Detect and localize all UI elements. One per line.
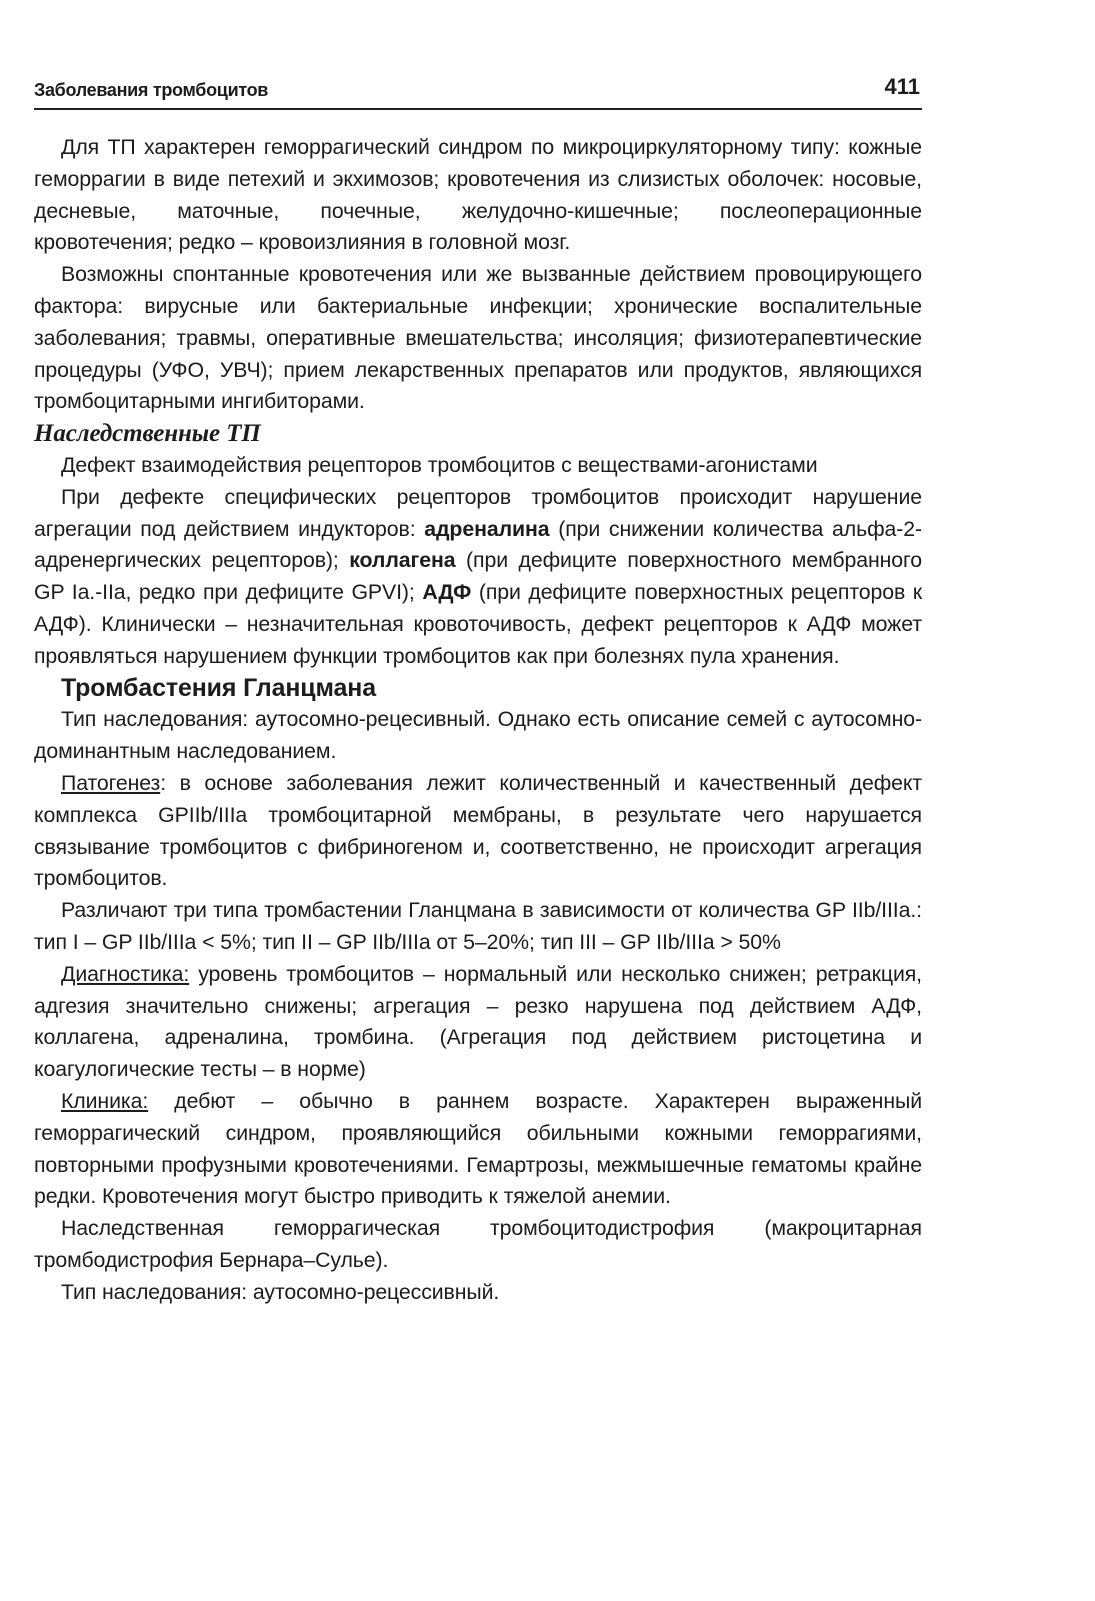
paragraph-clinical-picture: Для ТП характерен геморрагический синдром по микроциркуляторному типу: кожные геморрагии в виде петехий и экхимозов; кровотечения из слизистых оболочек: носовые, десневые, маточные, почечные, желудочно-кишечные; послеоперационные кровотечения; редко – кровоизлияния в головной мозг. [34, 135, 922, 255]
paragraph-receptor-defect-title: Дефект взаимодействия рецепторов тромбоцитов с веществами-агонистами [61, 452, 818, 477]
text-run: уровень тромбоцитов – нормальный или несколько снижен; ретракция, адгезия значительно снижены; агрегация – резко нарушена под действием АДФ, коллагена, адреналина, тромбина. (Агрегация под действием ристоцетина и коагулогические тесты – в норме) [34, 961, 922, 1082]
text-run: (при дефиците поверхностных рецепторов к АДФ). Клинически – незначительная кровоточивость, дефект рецепторов к АДФ может проявляться нарушением функции тромбоцитов как при болезнях пула хранения. [34, 580, 922, 668]
body-text [34, 132, 922, 1308]
label-pathogenesis: Патогенез [61, 770, 161, 795]
paragraph-bernard-soulier: Наследственная геморрагическая тромбоцитодистрофия (макроцитарная тромбодистрофия Бернара–Сулье). [34, 1216, 922, 1272]
paragraph-inheritance: Тип наследования: аутосомно-рецесивный. Однако есть описание семей с аутосомно-доминантным наследованием. [34, 707, 922, 764]
label-clinic: Клиника: [61, 1088, 149, 1113]
paragraph-diagnostics [34, 959, 922, 1086]
term-adrenaline: адреналина [424, 516, 550, 541]
page-number: 411 [884, 74, 920, 99]
text-run: (при дефиците поверхностного мембранного GP Ia.-IIa, редко при дефиците GPVI); [34, 548, 922, 605]
paragraph-bleeding-triggers: Возможны спонтанные кровотечения или же вызванные действием провоцирующего фактора: вирусные или бактериальные инфекции; хронические воспалительные заболевания; травмы, оперативные вмешательства; инсоляция; физиотерапевтические процедуры (УФО, УВЧ); прием лекарственных препаратов или продуктов, являющихся тромбоцитарными ингибиторами. [34, 262, 922, 414]
section-heading-hereditary: Наследственные ТП [34, 420, 261, 448]
paragraph-pathogenesis [34, 768, 922, 895]
running-header [34, 72, 922, 110]
term-collagen: коллагена [349, 548, 456, 573]
subheading-glanzmann: Тромбастения Гланцмана [61, 673, 376, 702]
text-run: (при снижении количества альфа-2-адренергических рецепторов); [34, 516, 922, 573]
text-run: : в основе заболевания лежит количественный и качественный дефект комплекса GPIIb/IIIa тромбоцитарной мембраны, в результате чего нарушается связывание тромбоцитов с фибриногеном и, соответственно, не происходит агрегация тромбоцитов. [34, 770, 922, 891]
running-title: Заболевания тромбоцитов [34, 80, 269, 100]
label-diagnostics: Диагностика: [61, 961, 190, 986]
paragraph-clinic [34, 1086, 922, 1213]
paragraph-types: Различают три типа тромбастении Гланцмана в зависимости от количества GP IIb/IIIa.: тип I – GP IIb/IIIa < 5%; тип II – GP IIb/IIIa от 5–20%; тип III – GP IIb/IIIa > 50% [34, 898, 922, 954]
text-run: дебют – обычно в раннем возрасте. Характерен выраженный геморрагический синдром, проявляющийся обильными кожными геморрагиями, повторными профузными кровотечениями. Гемартрозы, межмышечные гематомы крайне редки. Кровотечения могут быстро приводить к тяжелой анемии. [34, 1088, 922, 1209]
term-adp: АДФ [422, 580, 472, 605]
text-run: При дефекте специфических рецепторов тромбоцитов происходит нарушение агрегации под действием индукторов: [34, 484, 922, 541]
paragraph-receptor-defect [34, 482, 922, 673]
paragraph-inheritance-recessive: Тип наследования: аутосомно-рецессивный. [61, 1279, 500, 1304]
